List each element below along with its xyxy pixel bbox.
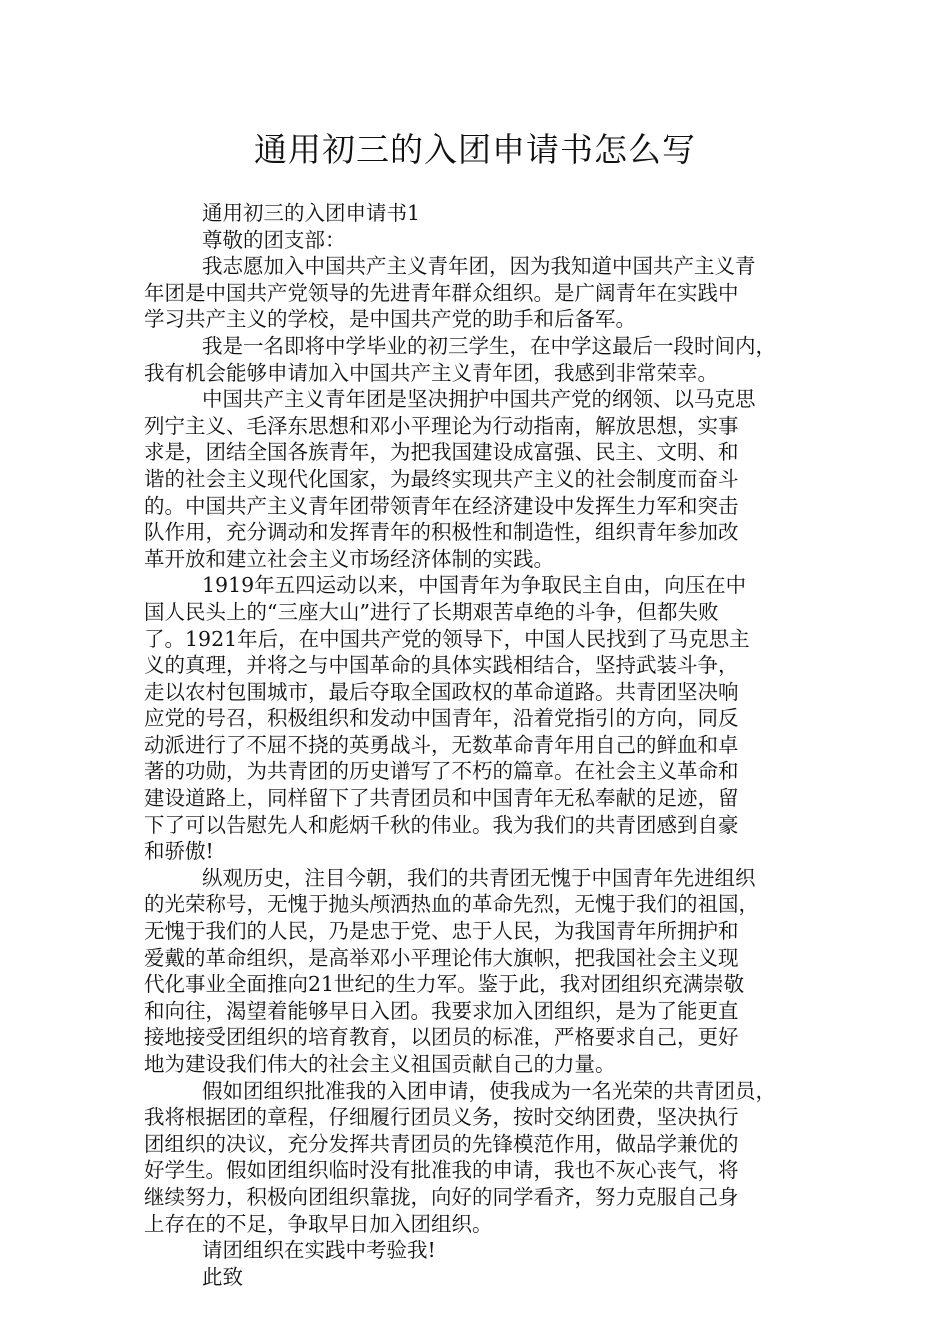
text-line: 此致	[202, 1264, 243, 1289]
text-line: 的光荣称号，无愧于抛头颅洒热血的革命先烈，无愧于我们的祖国，	[144, 892, 759, 917]
text-line: 无愧于我们的人民，乃是忠于党、忠于人民，为我国青年所拥护和	[144, 919, 739, 944]
text-line: 爱戴的革命组织，是高举邓小平理论伟大旗帜，把我国社会主义现	[144, 945, 739, 970]
text-line: 学习共产主义的学校，是中国共产党的助手和后备军。	[144, 307, 636, 332]
text-line: 地为建设我们伟大的社会主义祖国贡献自己的力量。	[144, 1052, 616, 1076]
text-line: 国人民头上的“三座大山”进行了长期艰苦卓绝的斗争，但都失败	[144, 599, 719, 624]
text-line: 应党的号召，积极组织和发动中国青年，沿着党指引的方向，同反	[144, 706, 739, 731]
text-line: 我是一名即将中学毕业的初三学生，在中学这最后一段时间内，	[202, 333, 776, 358]
text-line: 了。1921年后，在中国共产党的领导下，中国人民找到了马克思主	[144, 626, 750, 651]
text-line: 代化事业全面推向21世纪的生力军。鉴于此，我对团组织充满崇敬	[144, 972, 745, 997]
text-line: 义的真理，并将之与中国革命的具体实践相结合，坚持武装斗争，	[144, 653, 739, 678]
text-line: 团组织的决议，充分发挥共青团员的先锋模范作用，做品学兼优的	[144, 1131, 739, 1156]
text-line: 继续努力，积极向团组织靠拢，向好的同学看齐，努力克服自己身	[144, 1184, 739, 1209]
text-line: 通用初三的入团申请书1	[202, 201, 421, 225]
text-line: 请团组织在实践中考验我!	[202, 1238, 436, 1263]
document-title: 通用初三的入团申请书怎么写	[254, 130, 696, 169]
text-line: 谐的社会主义现代化国家，为最终实现共产主义的社会制度而奋斗	[144, 466, 739, 491]
text-line: 假如团组织批准我的入团申请，使我成为一名光荣的共青团员，	[202, 1078, 776, 1103]
text-line: 我将根据团的章程，仔细履行团员义务，按时交纳团费，坚决执行	[144, 1105, 739, 1130]
text-line: 中国共产主义青年团是坚决拥护中国共产党的纲领、以马克思	[202, 387, 756, 412]
text-line: 我有机会能够申请加入中国共产主义青年团，我感到非常荣幸。	[144, 360, 718, 385]
text-line: 和向往，渴望着能够早日入团。我要求加入团组织，是为了能更直	[144, 998, 739, 1023]
text-line: 1919年五四运动以来，中国青年为争取民主自由，向压在中	[202, 573, 747, 598]
text-line: 队作用，充分调动和发挥青年的积极性和制造性，组织青年参加改	[144, 520, 739, 545]
text-line: 著的功勋，为共青团的历史谱写了不朽的篇章。在社会主义革命和	[144, 759, 739, 784]
text-line: 接地接受团组织的培育教育，以团员的标准，严格要求自己，更好	[144, 1025, 739, 1050]
text-line: 列宁主义、毛泽东思想和邓小平理论为行动指南，解放思想，实事	[144, 413, 739, 438]
text-line: 的。中国共产主义青年团带领青年在经济建设中发挥生力军和突击	[144, 493, 739, 518]
text-line: 纵观历史，注目今朝，我们的共青团无愧于中国青年先进组织	[202, 865, 756, 890]
text-line: 尊敬的团支部：	[202, 227, 346, 252]
text-line: 我志愿加入中国共产主义青年团，因为我知道中国共产主义青	[202, 254, 756, 279]
text-line: 和骄傲!	[144, 839, 214, 864]
text-line: 求是，团结全国各族青年，为把我国建设成富强、民主、文明、和	[144, 440, 739, 465]
text-line: 下了可以告慰先人和彪炳千秋的伟业。我为我们的共青团感到自豪	[144, 812, 739, 837]
text-line: 好学生。假如团组织临时没有批准我的申请，我也不灰心丧气，将	[144, 1158, 739, 1183]
text-line: 上存在的不足，争取早日加入团组织。	[144, 1211, 493, 1236]
text-line: 革开放和建立社会主义市场经济体制的实践。	[144, 546, 554, 571]
text-line: 年团是中国共产党领导的先进青年群众组织。是广阔青年在实践中	[144, 280, 739, 305]
document-body	[144, 200, 808, 1290]
text-line: 建设道路上，同样留下了共青团员和中国青年无私奉献的足迹，留	[144, 786, 739, 811]
text-line: 走以农村包围城市，最后夺取全国政权的革命道路。共青团坚决响	[144, 679, 739, 704]
text-line: 动派进行了不屈不挠的英勇战斗，无数革命青年用自己的鲜血和卓	[144, 732, 739, 757]
